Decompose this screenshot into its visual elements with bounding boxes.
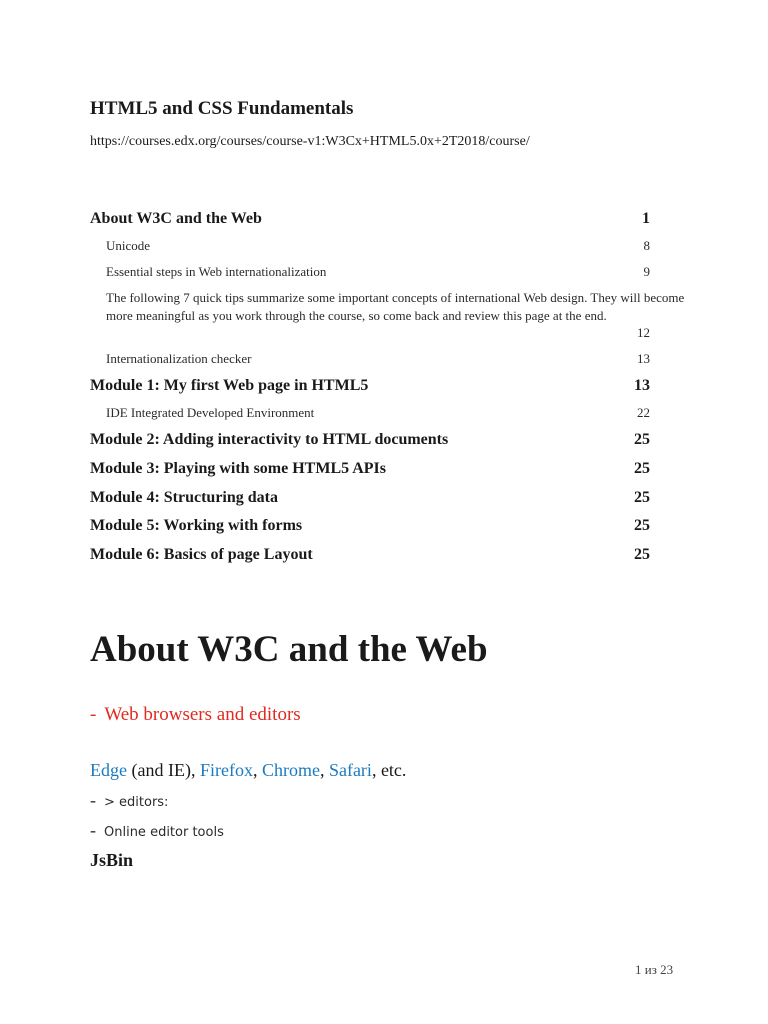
toc-entry-label: The following 7 quick tips summarize some important concepts of international Web design. They will become more meaningful as you work through the course, so come back and review this page at the end.: [106, 290, 685, 323]
toc-entry-label: Unicode: [106, 238, 151, 253]
toc-entry-page: 22: [637, 405, 650, 420]
toc-entry-page: 9: [643, 264, 650, 279]
page-counter: 1 из 23: [635, 962, 674, 977]
toc-entry-label: About W3C and the Web: [90, 210, 262, 227]
toc-entry-page: 1: [642, 210, 650, 227]
edge-suffix: (and IE),: [126, 760, 200, 780]
toc-entry-label: IDE Integrated Developed Environment: [106, 405, 315, 420]
toc-entry-page: 13: [637, 351, 650, 366]
toc-entry-page: 13: [634, 377, 650, 394]
browsers-suffix: , etc.: [371, 760, 407, 780]
section-title: About W3C and the Web: [90, 629, 488, 670]
subheading-text: Web browsers and editors: [104, 704, 301, 725]
toc-entry-page: 12: [637, 325, 650, 340]
bullet-text: Online editor tools: [104, 825, 224, 840]
toc-entry-label: Module 1: My first Web page in HTML5: [90, 377, 369, 394]
jsbin-heading: JsBin: [90, 850, 134, 870]
toc-entry-page: 25: [634, 460, 650, 477]
safari-link[interactable]: Safari: [328, 760, 372, 780]
separator: ,: [319, 760, 329, 780]
toc-entry-label: Essential steps in Web internationalization: [106, 264, 327, 279]
toc-entry-label: Module 2: Adding interactivity to HTML documents: [90, 431, 449, 448]
chrome-link[interactable]: Chrome: [261, 760, 320, 780]
bullet-online-editor-tools: [90, 820, 224, 841]
toc-entry-label: Module 3: Playing with some HTML5 APIs: [90, 460, 387, 477]
document-title: HTML5 and CSS Fundamentals: [90, 98, 354, 119]
toc-entry-page: 8: [643, 238, 650, 253]
toc-entry-label: Module 5: Working with forms: [90, 517, 303, 534]
toc-entry-page: 25: [634, 517, 650, 534]
bullet-dash: -: [90, 790, 96, 810]
bullet-text: > editors:: [104, 795, 169, 810]
subheading-dash: -: [90, 704, 97, 725]
firefox-link[interactable]: Firefox: [199, 760, 253, 780]
toc-entry-label: Internationalization checker: [106, 351, 252, 366]
separator: ,: [252, 760, 262, 780]
toc-entry-label: Module 6: Basics of page Layout: [90, 546, 313, 563]
bullet-editors: [90, 790, 168, 811]
subheading-web-browsers: [90, 704, 301, 726]
edge-link[interactable]: Edge: [90, 760, 127, 780]
toc-entry-page: 25: [634, 546, 650, 563]
toc-entry-label: Module 4: Structuring data: [90, 489, 278, 506]
toc-entry-page: 25: [634, 489, 650, 506]
bullet-dash: -: [90, 820, 96, 840]
browser-list: [90, 760, 406, 781]
toc-entry-page: 25: [634, 431, 650, 448]
course-url[interactable]: https://courses.edx.org/courses/course-v1:W3Cx+HTML5.0x+2T2018/course/: [90, 134, 530, 149]
